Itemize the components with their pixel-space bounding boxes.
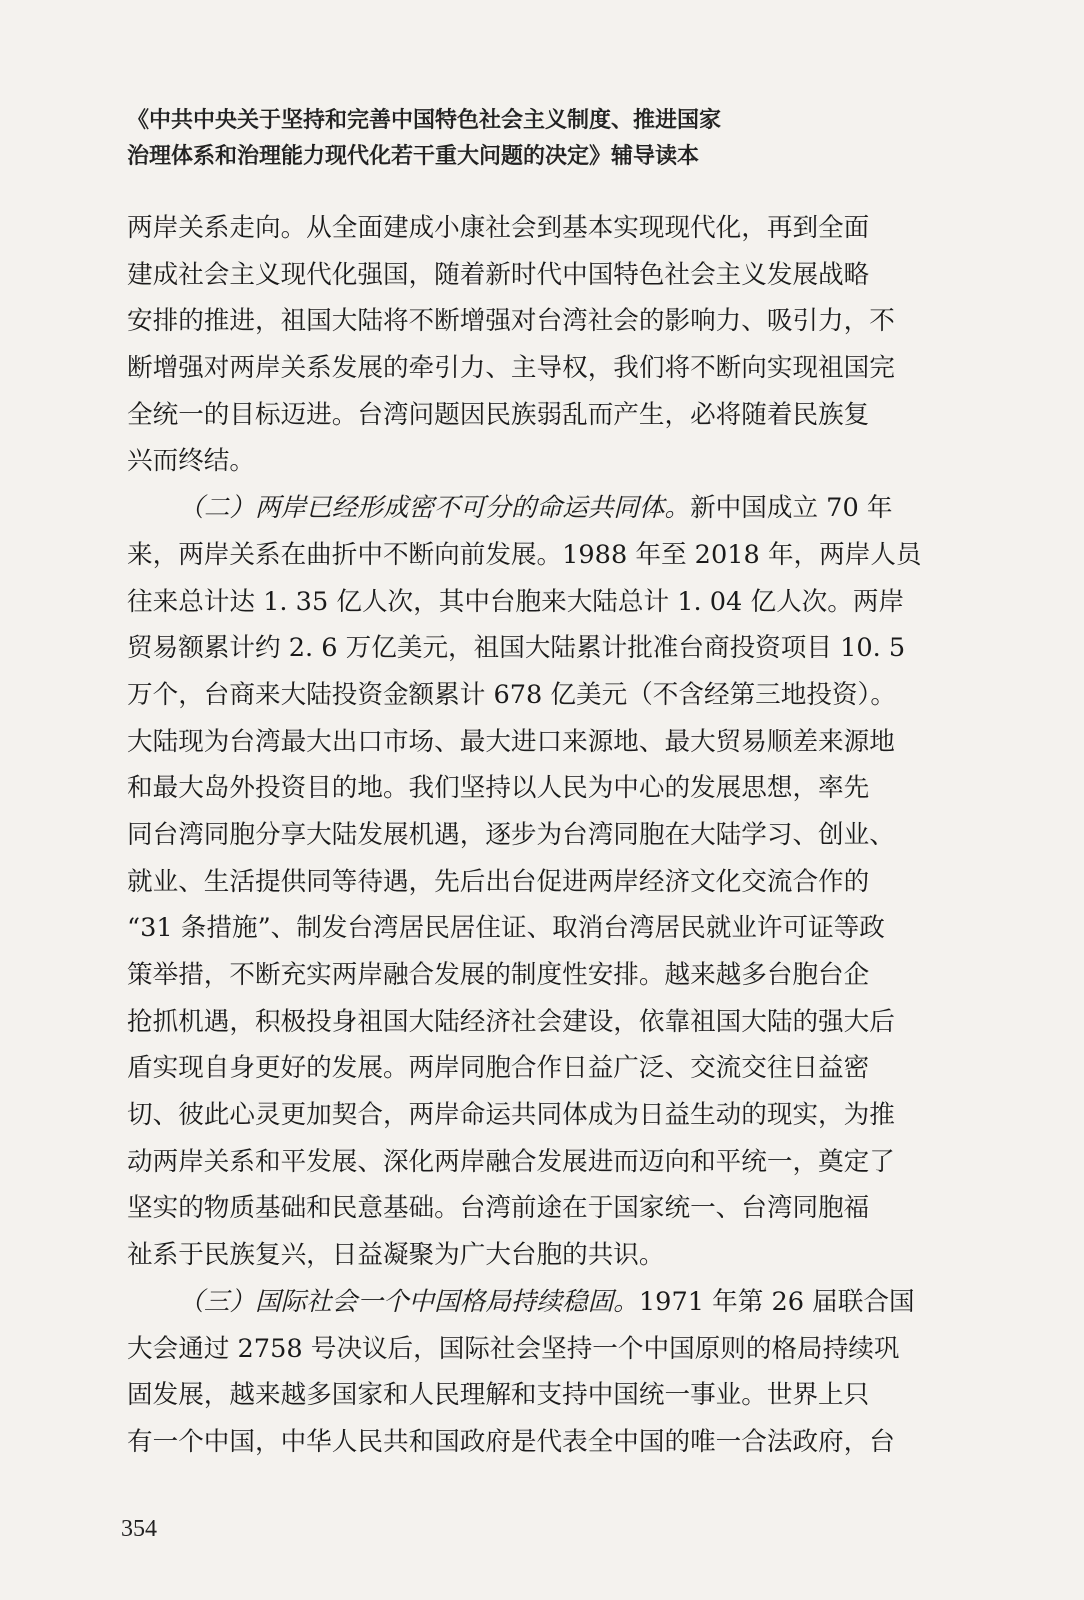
text-line [127, 579, 957, 626]
line-text: 固发展，越来越多国家和人民理解和支持中国统一事业。世界上只 [127, 1380, 870, 1411]
line-text: 贸易额累计约 2. 6 万亿美元，祖国大陆累计批准台商投资项目 10. 5 [127, 633, 906, 664]
body-text [127, 205, 957, 1466]
line-text: 来，两岸关系在曲折中不断向前发展。1988 年至 2018 年，两岸人员 [127, 539, 922, 570]
line-text: 策举措，不断充实两岸融合发展的制度性安排。越来越多台胞台企 [127, 960, 870, 990]
text-line [127, 345, 957, 392]
text-line [127, 1045, 957, 1092]
line-text: 两岸关系走向。从全面建成小康社会到基本实现现代化，再到全面 [127, 213, 870, 243]
text-line [127, 952, 957, 999]
line-text: “31 条措施”、制发台湾居民居住证、取消台湾居民就业许可证等政 [127, 913, 885, 944]
line-text: 大会通过 2758 号决议后，国际社会坚持一个中国原则的格局持续巩 [127, 1333, 900, 1364]
line-text: 大陆现为台湾最大出口市场、最大进口来源地、最大贸易顺差来源地 [127, 726, 895, 757]
line-text: 祉系于民族复兴，日益凝聚为广大台胞的共识。 [127, 1240, 665, 1271]
text-line [127, 298, 957, 345]
text-line [127, 1139, 957, 1186]
text-line [127, 859, 957, 906]
page-number: 354 [121, 1516, 157, 1542]
text-line [127, 1092, 957, 1139]
text-line [127, 205, 957, 252]
line-text: 建成社会主义现代化强国，随着新时代中国特色社会主义发展战略 [127, 259, 870, 290]
text-line [127, 625, 957, 672]
text-line [127, 672, 957, 719]
text-line [127, 1372, 957, 1419]
line-text: 断增强对两岸关系发展的牵引力、主导权，我们将不断向实现祖国完 [127, 353, 895, 384]
text-line [127, 1419, 957, 1466]
text-line [127, 812, 957, 859]
line-text: 万个，台商来大陆投资金额累计 678 亿美元（不含经第三地投资）。 [127, 679, 896, 710]
text-line [127, 1185, 957, 1232]
text-line [127, 1232, 957, 1279]
text-line [127, 252, 957, 299]
line-text: 安排的推进，祖国大陆将不断增强对台湾社会的影响力、吸引力，不 [127, 306, 895, 337]
section-lead: （三）国际社会一个中国格局持续稳固。 [178, 1286, 639, 1317]
text-line [127, 1279, 957, 1326]
text-line [127, 765, 957, 812]
section-lead: （二）两岸已经形成密不可分的命运共同体。 [178, 493, 691, 524]
line-text: 往来总计达 1. 35 亿人次，其中台胞来大陆总计 1. 04 亿人次。两岸 [127, 586, 905, 617]
text-line [127, 485, 957, 532]
line-text: 兴而终结。 [127, 446, 255, 477]
line-text: 坚实的物质基础和民意基础。台湾前途在于国家统一、台湾同胞福 [127, 1193, 870, 1224]
running-header [127, 103, 847, 175]
header-line-2: 治理体系和治理能力现代化若干重大问题的决定》辅导读本 [127, 144, 700, 169]
text-line [127, 532, 957, 579]
text-line [127, 999, 957, 1046]
line-text: 同台湾同胞分享大陆发展机遇，逐步为台湾同胞在大陆学习、创业、 [127, 819, 895, 850]
line-text: 和最大岛外投资目的地。我们坚持以人民为中心的发展思想，率先 [127, 773, 870, 804]
text-line [127, 438, 957, 485]
line-text: 盾实现自身更好的发展。两岸同胞合作日益广泛、交流交往日益密 [127, 1053, 870, 1084]
header-line-1: 《中共中央关于坚持和完善中国特色社会主义制度、推进国家 [127, 108, 722, 133]
text-line [127, 719, 957, 766]
line-text: 1971 年第 26 届联合国 [638, 1286, 915, 1317]
line-text: 抢抓机遇，积极投身祖国大陆经济社会建设，依靠祖国大陆的强大后 [127, 1006, 895, 1037]
line-text: 动两岸关系和平发展、深化两岸融合发展进而迈向和平统一，奠定了 [127, 1146, 895, 1177]
line-text: 有一个中国，中华人民共和国政府是代表全中国的唯一合法政府，台 [127, 1426, 895, 1457]
text-line [127, 905, 957, 952]
line-text: 切、彼此心灵更加契合，两岸命运共同体成为日益生动的现实，为推 [127, 1100, 895, 1131]
line-text: 全统一的目标迈进。台湾问题因民族弱乱而产生，必将随着民族复 [127, 399, 870, 430]
line-text: 就业、生活提供同等待遇，先后出台促进两岸经济文化交流合作的 [127, 866, 870, 897]
line-text: 新中国成立 70 年 [690, 493, 893, 524]
text-line [127, 392, 957, 439]
text-line [127, 1326, 957, 1373]
